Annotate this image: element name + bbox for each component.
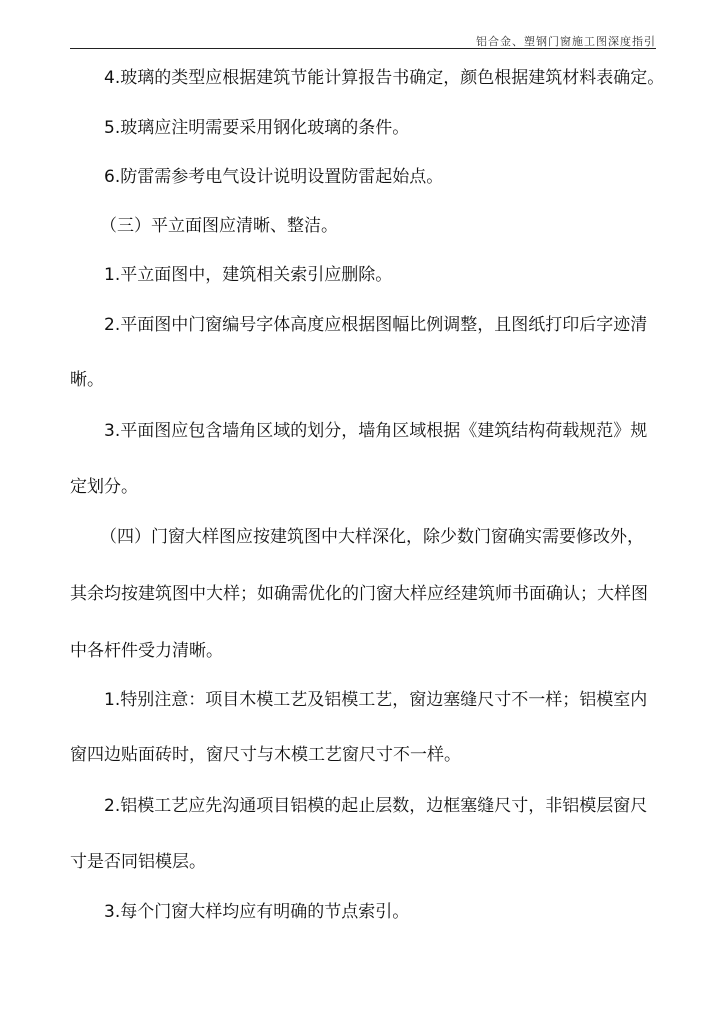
paragraph-line: 2.平面图中门窗编号字体高度应根据图幅比例调整，且图纸打印后字迹清 — [104, 315, 648, 335]
section-heading: （三）平立面图应清晰、整洁。 — [100, 216, 338, 236]
header-title: 铝合金、塑钢门窗施工图深度指引 — [476, 35, 656, 48]
paragraph-line: 5.玻璃应注明需要采用钢化玻璃的条件。 — [104, 118, 410, 138]
paragraph-line: 1.平立面图中，建筑相关索引应删除。 — [104, 265, 393, 285]
paragraph-line: 晰。 — [70, 370, 104, 390]
paragraph-line: 1.特别注意：项目木模工艺及铝模工艺，窗边塞缝尺寸不一样；铝模室内 — [104, 690, 648, 710]
paragraph-line: 寸是否同铝模层。 — [70, 852, 206, 872]
paragraph-line: 2.铝模工艺应先沟通项目铝模的起止层数，边框塞缝尺寸，非铝模层窗尺 — [104, 796, 648, 816]
page-header — [70, 30, 656, 49]
paragraph-line: 6.防雷需参考电气设计说明设置防雷起始点。 — [104, 167, 444, 187]
paragraph-line: 3.平面图应包含墙角区域的划分，墙角区域根据《建筑结构荷载规范》规 — [104, 421, 648, 441]
paragraph-line: 4.玻璃的类型应根据建筑节能计算报告书确定，颜色根据建筑材料表确定。 — [104, 68, 665, 88]
section-heading: （四）门窗大样图应按建筑图中大样深化，除少数门窗确实需要修改外， — [100, 527, 644, 547]
paragraph-line: 中各杆件受力清晰。 — [70, 641, 223, 661]
paragraph-line: 定划分。 — [70, 477, 138, 497]
paragraph-line: 3.每个门窗大样均应有明确的节点索引。 — [104, 902, 410, 922]
paragraph-line: 窗四边贴面砖时，窗尺寸与木模工艺窗尺寸不一样。 — [70, 745, 461, 765]
paragraph-line: 其余均按建筑图中大样；如确需优化的门窗大样应经建筑师书面确认；大样图 — [70, 584, 648, 604]
